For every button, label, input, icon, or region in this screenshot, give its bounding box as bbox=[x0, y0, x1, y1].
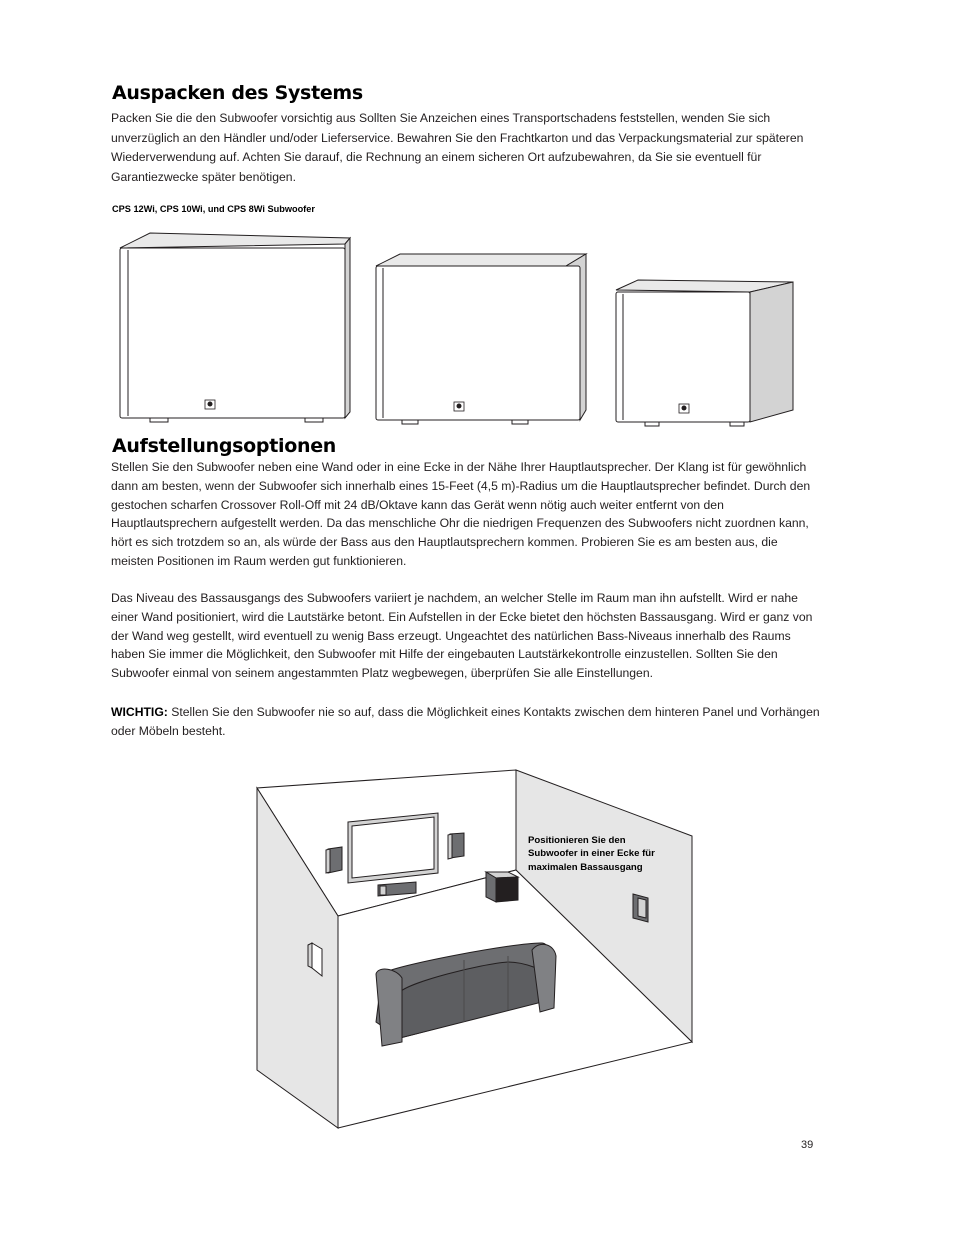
subwoofer-lineup-illustration bbox=[110, 230, 810, 430]
section-title-placement: Aufstellungsoptionen bbox=[112, 435, 337, 457]
right-speaker-icon bbox=[448, 833, 464, 859]
subwoofer-8-icon bbox=[616, 280, 793, 426]
page-number: 39 bbox=[801, 1139, 814, 1151]
placement-paragraph-2: Das Niveau des Bassausgangs des Subwoofers variiert je nachdem, an welcher Stelle im Raum man ihn aufstellt. Wird er nahe einer Wand positioniert, wird die Lautstärke betont. Ein Aufstellen in der Ecke bietet den höchsten Bassausgang. Wird er ganz von der Wand weg gestellt, wird eventuell zu wenig Bass erzeugt. Ungeachtet des natürlichen Bass-Niveaus innerhalb des Raums haben Sie immer die Möglichkeit, den Subwoofer mit Hilfe der eingebauten Lautstärkekontrolle einzustellen. Sollten Sie den Subwoofer einmal von seinem angestammten Platz wegbewegen, überprüfen Sie alle Einstellungen. bbox=[111, 591, 813, 681]
room-placement-illustration bbox=[250, 760, 700, 1135]
figure-caption: CPS 12Wi, CPS 10Wi, und CPS 8Wi Subwoofer bbox=[112, 204, 315, 214]
right-surround-speaker-icon bbox=[633, 894, 648, 922]
tv-icon bbox=[348, 813, 438, 883]
corner-subwoofer-icon bbox=[486, 872, 518, 902]
room-callout-label: Positionieren Sie den Subwoofer in einer Ecke für maximalen Bassausgang bbox=[528, 835, 655, 873]
center-speaker-icon bbox=[378, 882, 416, 896]
important-text: Stellen Sie den Subwoofer nie so auf, dass die Möglichkeit eines Kontakts zwischen dem hinteren Panel und Vorhängen oder Möbeln besteht. bbox=[111, 705, 820, 738]
left-speaker-icon bbox=[326, 847, 342, 873]
placement-paragraph-1: Stellen Sie den Subwoofer neben eine Wand oder in eine Ecke in der Nähe Ihrer Hauptlautsprecher. Der Klang ist für gewöhnlich dann am besten, wenn der Subwoofer sich innerhalb eines 15-Feet (4,5 m)-Radius um die Hauptlautsprecher befindet. Durch den gestochen scharfen Crossover Roll-Off mit 24 dB/Oktave kann das Gerät wenn nötig auch weiter entfernt von den Hauptlautsprechern aufgestellt werden. Da das menschliche Ohr die niedrigen Frequenzen des Subwoofers nicht zuordnen kann, hört es sich trotzdem so an, als würde der Bass aus den Hauptlautsprechern kommen. Probieren Sie es am besten aus, die meisten Positionen im Raum werden gut funktionieren. bbox=[111, 460, 811, 568]
important-label: WICHTIG: bbox=[111, 705, 168, 719]
subwoofer-10-icon bbox=[376, 254, 586, 424]
unpacking-paragraph: Packen Sie die den Subwoofer vorsichtig aus Sollten Sie Anzeichen eines Transportschadens feststellen, wenden Sie sich unverzüglich an den Händler und/oder Lieferservice. Bewahren Sie den Frachtkarton und das Verpackungsmaterial zur späteren Wiederverwendung auf. Achten Sie darauf, die Rechnung an einem sicheren Ort aufzubewahren, da Sie sie eventuell für Garantiezwecke später benötigen. bbox=[111, 111, 804, 184]
important-note bbox=[111, 703, 821, 741]
subwoofer-12-icon bbox=[120, 233, 350, 422]
section-title-unpacking: Auspacken des Systems bbox=[112, 82, 363, 104]
